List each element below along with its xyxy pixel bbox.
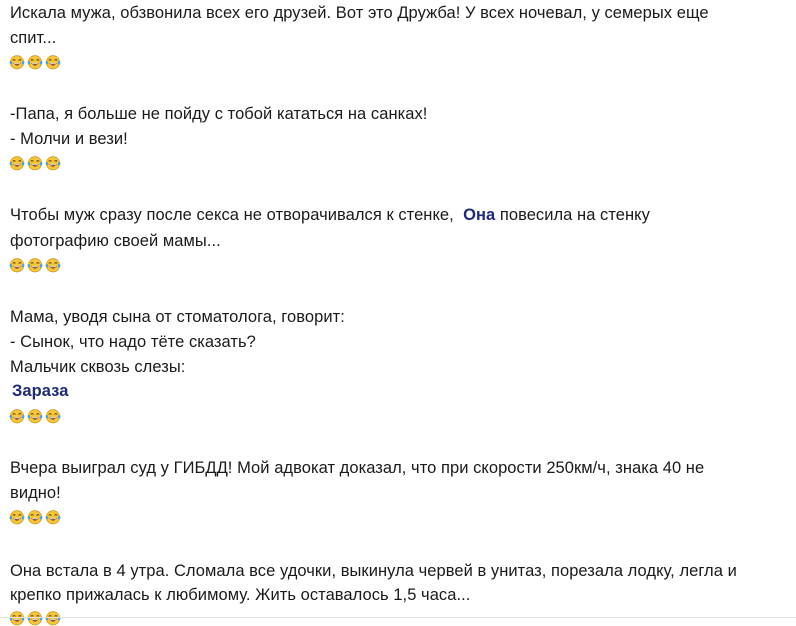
joke-3-text-before: Чтобы муж сразу после секса не отворачивался к стенке,	[10, 206, 454, 224]
joke-3-highlight: Она	[463, 206, 496, 224]
joke-3-line-2: фотографию своей мамы...	[10, 232, 221, 250]
face-with-tears-of-joy-icon	[9, 408, 25, 424]
face-with-tears-of-joy-icon	[9, 257, 25, 273]
joke-1-line-2: спит...	[10, 29, 57, 47]
joke-5-line-1: Вчера выиграл суд у ГИБДД! Мой адвокат доказал, что при скорости 250км/ч, знака 40 не	[10, 459, 705, 477]
face-with-tears-of-joy-icon	[27, 54, 43, 70]
face-with-tears-of-joy-icon	[45, 257, 61, 273]
face-with-tears-of-joy-icon	[9, 610, 25, 626]
face-with-tears-of-joy-icon	[9, 509, 25, 525]
joke-4-emojis	[9, 408, 61, 424]
joke-2-emojis	[9, 155, 61, 171]
joke-3-text-after: повесила на стенку	[499, 206, 650, 224]
joke-4-line-2: - Сынок, что надо тёте сказать?	[10, 333, 256, 351]
joke-1-emojis	[9, 54, 61, 70]
joke-6-line-1: Она встала в 4 утра. Сломала все удочки, выкинула червей в унитаз, порезала лодку, легла и	[10, 562, 737, 580]
joke-5-emojis	[9, 509, 61, 525]
joke-4-line-1: Мама, уводя сына от стоматолога, говорит:	[10, 308, 345, 326]
joke-5-line-2: видно!	[10, 484, 61, 502]
face-with-tears-of-joy-icon	[45, 54, 61, 70]
face-with-tears-of-joy-icon	[9, 155, 25, 171]
joke-3-emojis	[9, 257, 61, 273]
face-with-tears-of-joy-icon	[27, 155, 43, 171]
face-with-tears-of-joy-icon	[27, 408, 43, 424]
joke-1-line-1: Искала мужа, обзвонила всех его друзей. Вот это Дружба! У всех ночевал, у семерых еще	[10, 4, 709, 22]
joke-6-emojis	[9, 610, 61, 626]
face-with-tears-of-joy-icon	[45, 610, 61, 626]
face-with-tears-of-joy-icon	[45, 408, 61, 424]
divider	[0, 617, 796, 618]
face-with-tears-of-joy-icon	[27, 509, 43, 525]
joke-6-line-2: крепко прижалась к любимому. Жить оставалось 1,5 часа...	[10, 586, 471, 604]
joke-2-line-1: -Папа, я больше не пойду с тобой кататься на санках!	[10, 105, 428, 123]
face-with-tears-of-joy-icon	[27, 610, 43, 626]
face-with-tears-of-joy-icon	[9, 54, 25, 70]
joke-3-line-1	[10, 205, 650, 225]
joke-2-line-2: - Молчи и вези!	[10, 130, 128, 148]
face-with-tears-of-joy-icon	[45, 155, 61, 171]
face-with-tears-of-joy-icon	[45, 509, 61, 525]
face-with-tears-of-joy-icon	[27, 257, 43, 273]
joke-4-highlight: Зараза	[12, 382, 69, 400]
joke-4-line-3: Мальчик сквозь слезы:	[10, 358, 186, 376]
